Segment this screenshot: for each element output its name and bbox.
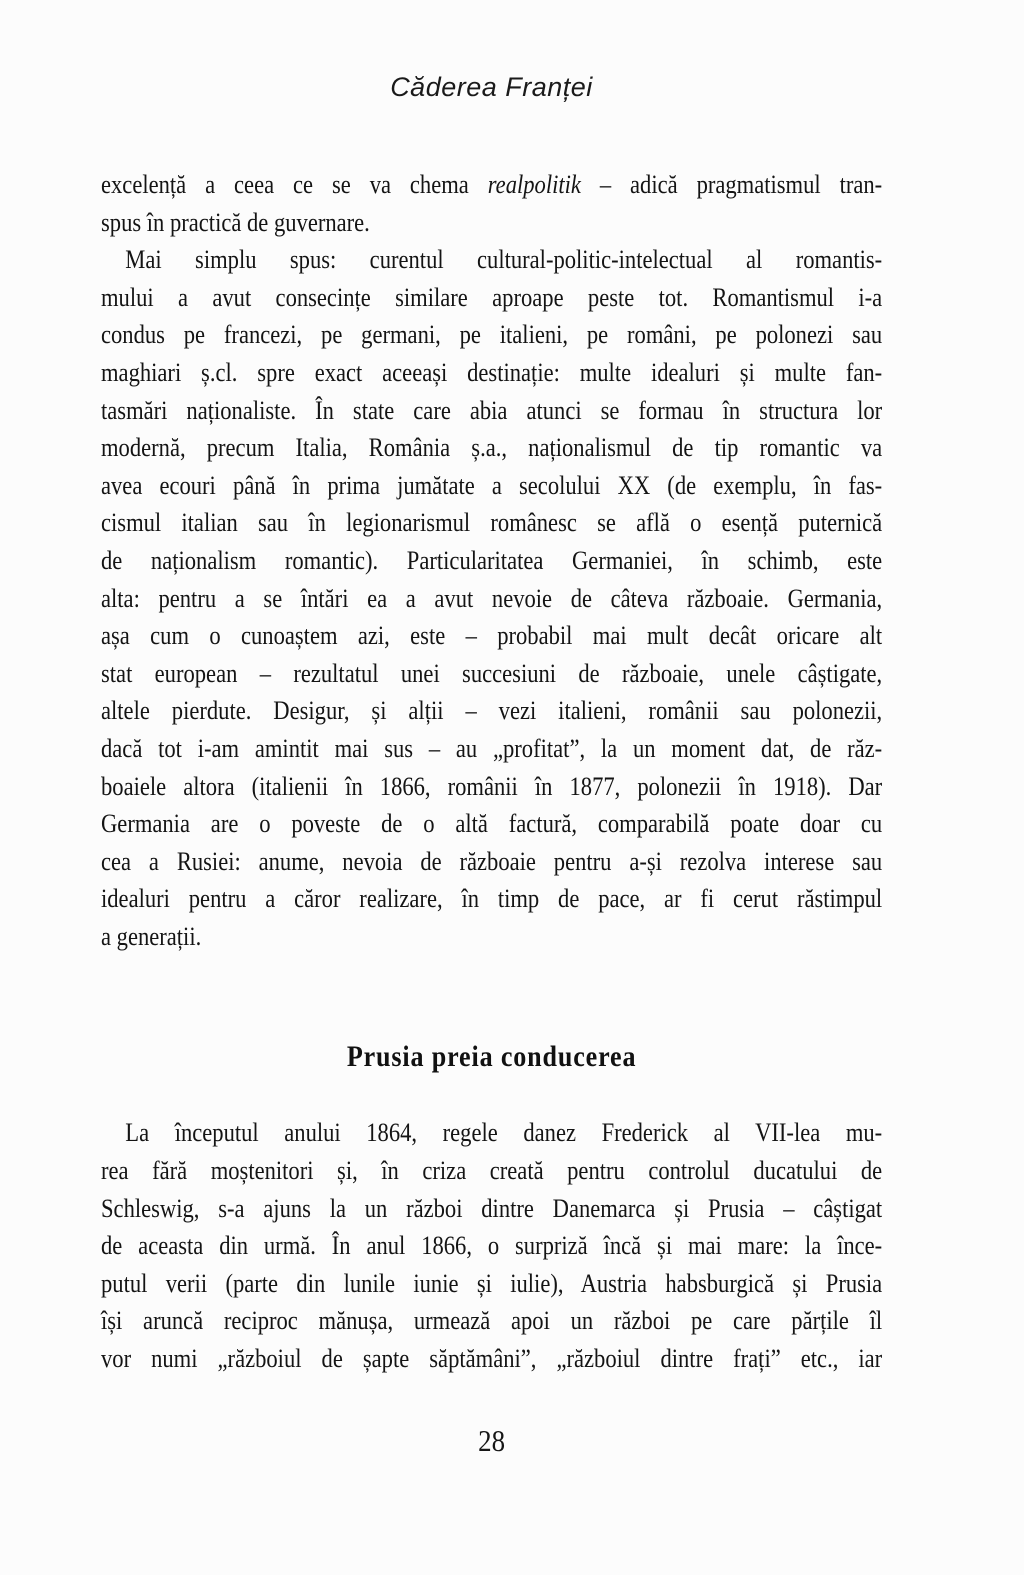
text-line: Schleswig, s-a ajuns la un război dintre Danemarca și Prusia – câștigat (101, 1193, 883, 1223)
text-line: Mai simplu spus: curentul cultural-politic-intelectual al romantis- (125, 245, 883, 275)
page-number: 28 (478, 1423, 506, 1458)
section-heading: Prusia preia conducerea (346, 1040, 637, 1074)
text-line: avea ecouri până în prima jumătate a secolului XX (de exemplu, în fas- (101, 470, 883, 500)
text-line: își aruncă reciproc mănușa, urmează apoi un război pe care părțile îl (101, 1306, 883, 1336)
paragraph (101, 166, 882, 241)
text-line: stat european – rezultatul unei succesiuni de războaie, unele câștigate, (101, 658, 883, 688)
text-line: condus pe francezi, pe germani, pe italieni, pe români, pe polonezi sau (101, 320, 883, 350)
text-line: excelență a ceea ce se va chema realpolitik – adică pragmatismul tran- (101, 170, 883, 199)
text-line: La începutul anului 1864, regele danez Frederick al VII-lea mu- (125, 1118, 883, 1148)
paragraph (101, 241, 882, 955)
text-line: alta: pentru a se întări ea a avut nevoie de câteva războaie. Germania, (101, 583, 883, 613)
text-line: rea fără moștenitori și, în criza creată pentru controlul ducatului de (101, 1156, 883, 1186)
text-line: maghiari ș.cl. spre exact aceeași destinație: multe idealuri și multe fan- (101, 357, 883, 387)
text-line: a generații. (101, 921, 202, 951)
text-line: cea a Rusiei: anume, nevoia de războaie pentru a-și rezolva interese sau (101, 846, 883, 876)
page-number-container (101, 1423, 882, 1459)
text-line: vor numi „războiul de șapte săptămâni”, „războiul dintre frați” etc., iar (101, 1344, 883, 1374)
text-line: putul verii (parte din lunile iunie și iulie), Austria habsburgică și Prusia (101, 1268, 883, 1298)
text-line: cismul italian sau în legionarismul românesc se află o esență puternică (101, 508, 883, 538)
text-line: tasmări naționaliste. În state care abia atunci se formau în structura lor (101, 395, 883, 425)
text-column (101, 166, 882, 1378)
text-line: de aceasta din urmă. În anul 1866, o surpriză încă și mai mare: la înce- (101, 1231, 883, 1261)
running-head-book-title: Căderea Franței (390, 72, 593, 102)
text-line: altele pierdute. Desigur, și alții – vezi italieni, românii sau polonezii, (101, 696, 883, 726)
text-line: idealuri pentru a căror realizare, în timp de pace, ar fi cerut răstimpul (101, 884, 883, 914)
text-line: așa cum o cunoaștem azi, este – probabil mai mult decât oricare alt (101, 621, 883, 651)
paragraph (101, 1114, 882, 1377)
text-line: boaiele altora (italienii în 1866, românii în 1877, polonezii în 1918). Dar (101, 771, 883, 801)
text-line: dacă tot i-am amintit mai sus – au „profitat”, la un moment dat, de răz- (101, 733, 883, 763)
text-line: mului a avut consecințe similare aproape peste tot. Romantismul i-a (101, 282, 883, 312)
text-line: spus în practică de guvernare. (101, 207, 370, 237)
text-line: de naționalism romantic). Particularitatea Germaniei, în schimb, este (101, 545, 883, 575)
text-line: modernă, precum Italia, România ș.a., naționalismul de tip romantic va (101, 433, 883, 463)
text-line: Germania are o poveste de o altă factură, comparabilă poate doar cu (101, 809, 883, 839)
